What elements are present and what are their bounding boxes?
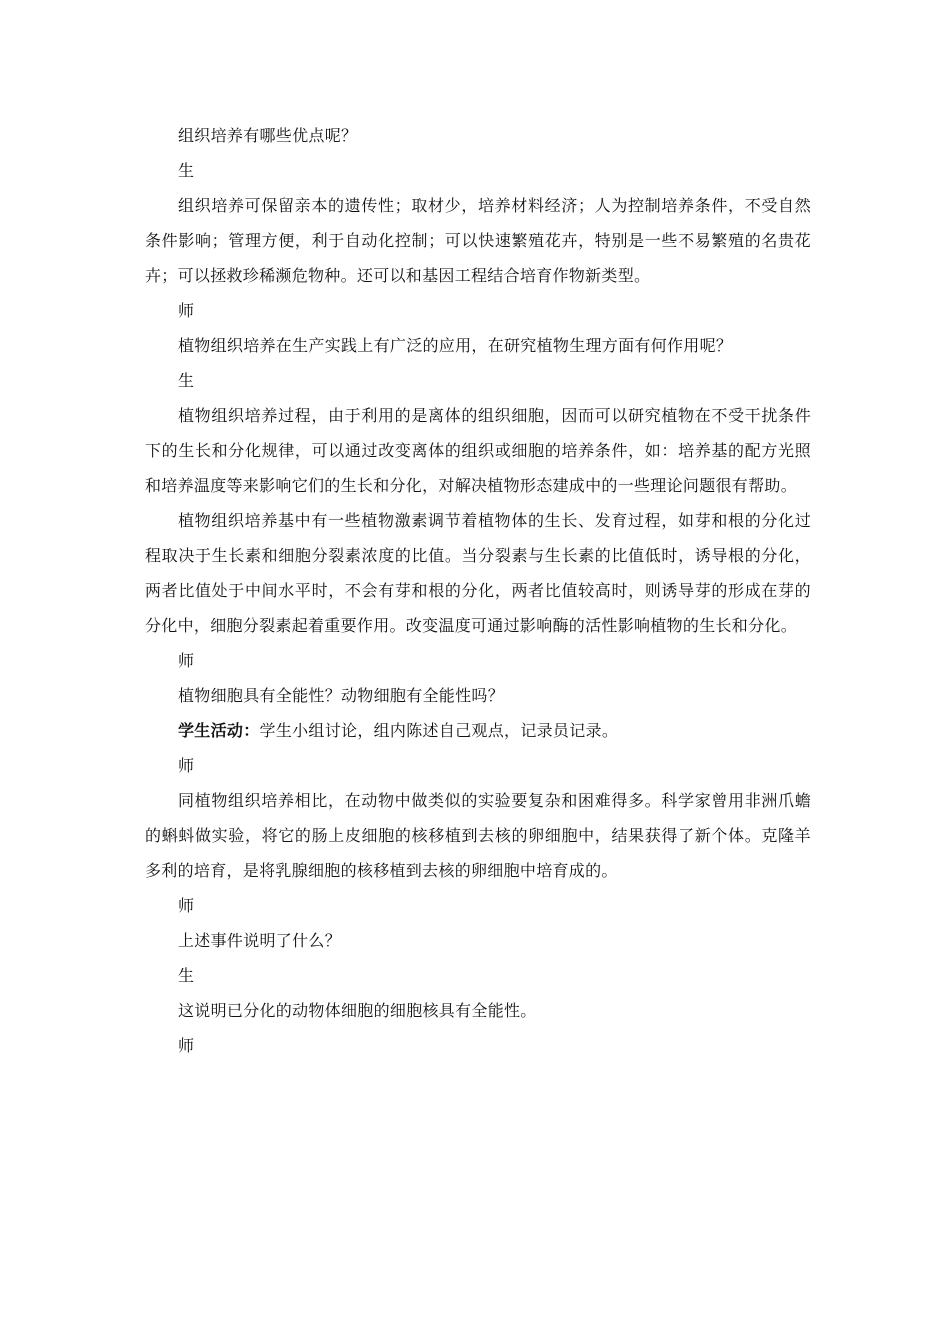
speaker-teacher-label: 师 bbox=[178, 651, 195, 670]
answer-paragraph: 组织培养可保留亲本的遗传性；取材少，培养材料经济；人为控制培养条件，不受自然条件影响；管理方便，利于自动化控制；可以快速繁殖花卉，特别是一些不易繁殖的名贵花卉；可以拯救珍稀濒危物种。还可以和基因工程结合培育作物新类型。 bbox=[145, 196, 811, 285]
speaker-student-label: 生 bbox=[178, 161, 195, 180]
speaker-teacher-label: 师 bbox=[178, 756, 195, 775]
answer-paragraph: 这说明已分化的动物体细胞的细胞核具有全能性。 bbox=[178, 1001, 537, 1020]
student-activity-text: 学生小组讨论，组内陈述自己观点，记录员记录。 bbox=[259, 721, 619, 740]
question-paragraph: 植物组织培养在生产实践上有广泛的应用，在研究植物生理方面有何作用呢？ bbox=[178, 336, 733, 355]
question-paragraph: 上述事件说明了什么？ bbox=[178, 931, 342, 950]
speaker-teacher-label: 师 bbox=[178, 1036, 195, 1055]
speaker-teacher-label: 师 bbox=[178, 301, 195, 320]
document-body bbox=[145, 118, 811, 1063]
speaker-student-label: 生 bbox=[178, 371, 195, 390]
question-paragraph: 植物细胞具有全能性？动物细胞有全能性吗？ bbox=[178, 686, 505, 705]
explanation-paragraph: 同植物组织培养相比，在动物中做类似的实验要复杂和困难得多。科学家曾用非洲爪蟾的蝌蚪做实验，将它的肠上皮细胞的核移植到去核的卵细胞中，结果获得了新个体。克隆羊多利的培育，是将乳腺细胞的核移植到去核的卵细胞中培育成的。 bbox=[145, 791, 811, 880]
explanation-paragraph: 植物组织培养基中有一些植物激素调节着植物体的生长、发育过程，如芽和根的分化过程取决于生长素和细胞分裂素浓度的比值。当分裂素与生长素的比值低时，诱导根的分化，两者比值处于中间水平时，不会有芽和根的分化，两者比值较高时，则诱导芽的形成在芽的分化中，细胞分裂素起着重要作用。改变温度可通过影响酶的活性影响植物的生长和分化。 bbox=[145, 511, 811, 635]
answer-paragraph: 植物组织培养过程，由于利用的是离体的组织细胞，因而可以研究植物在不受干扰条件下的生长和分化规律，可以通过改变离体的组织或细胞的培养条件，如：培养基的配方光照和培养温度等来影响它们的生长和分化，对解决植物形态建成中的一些理论问题很有帮助。 bbox=[145, 406, 811, 495]
student-activity-label: 学生活动： bbox=[178, 721, 260, 740]
speaker-teacher-label: 师 bbox=[178, 896, 195, 915]
student-activity-paragraph bbox=[145, 713, 811, 748]
question-paragraph: 组织培养有哪些优点呢？ bbox=[178, 126, 358, 145]
speaker-student-label: 生 bbox=[178, 966, 195, 985]
